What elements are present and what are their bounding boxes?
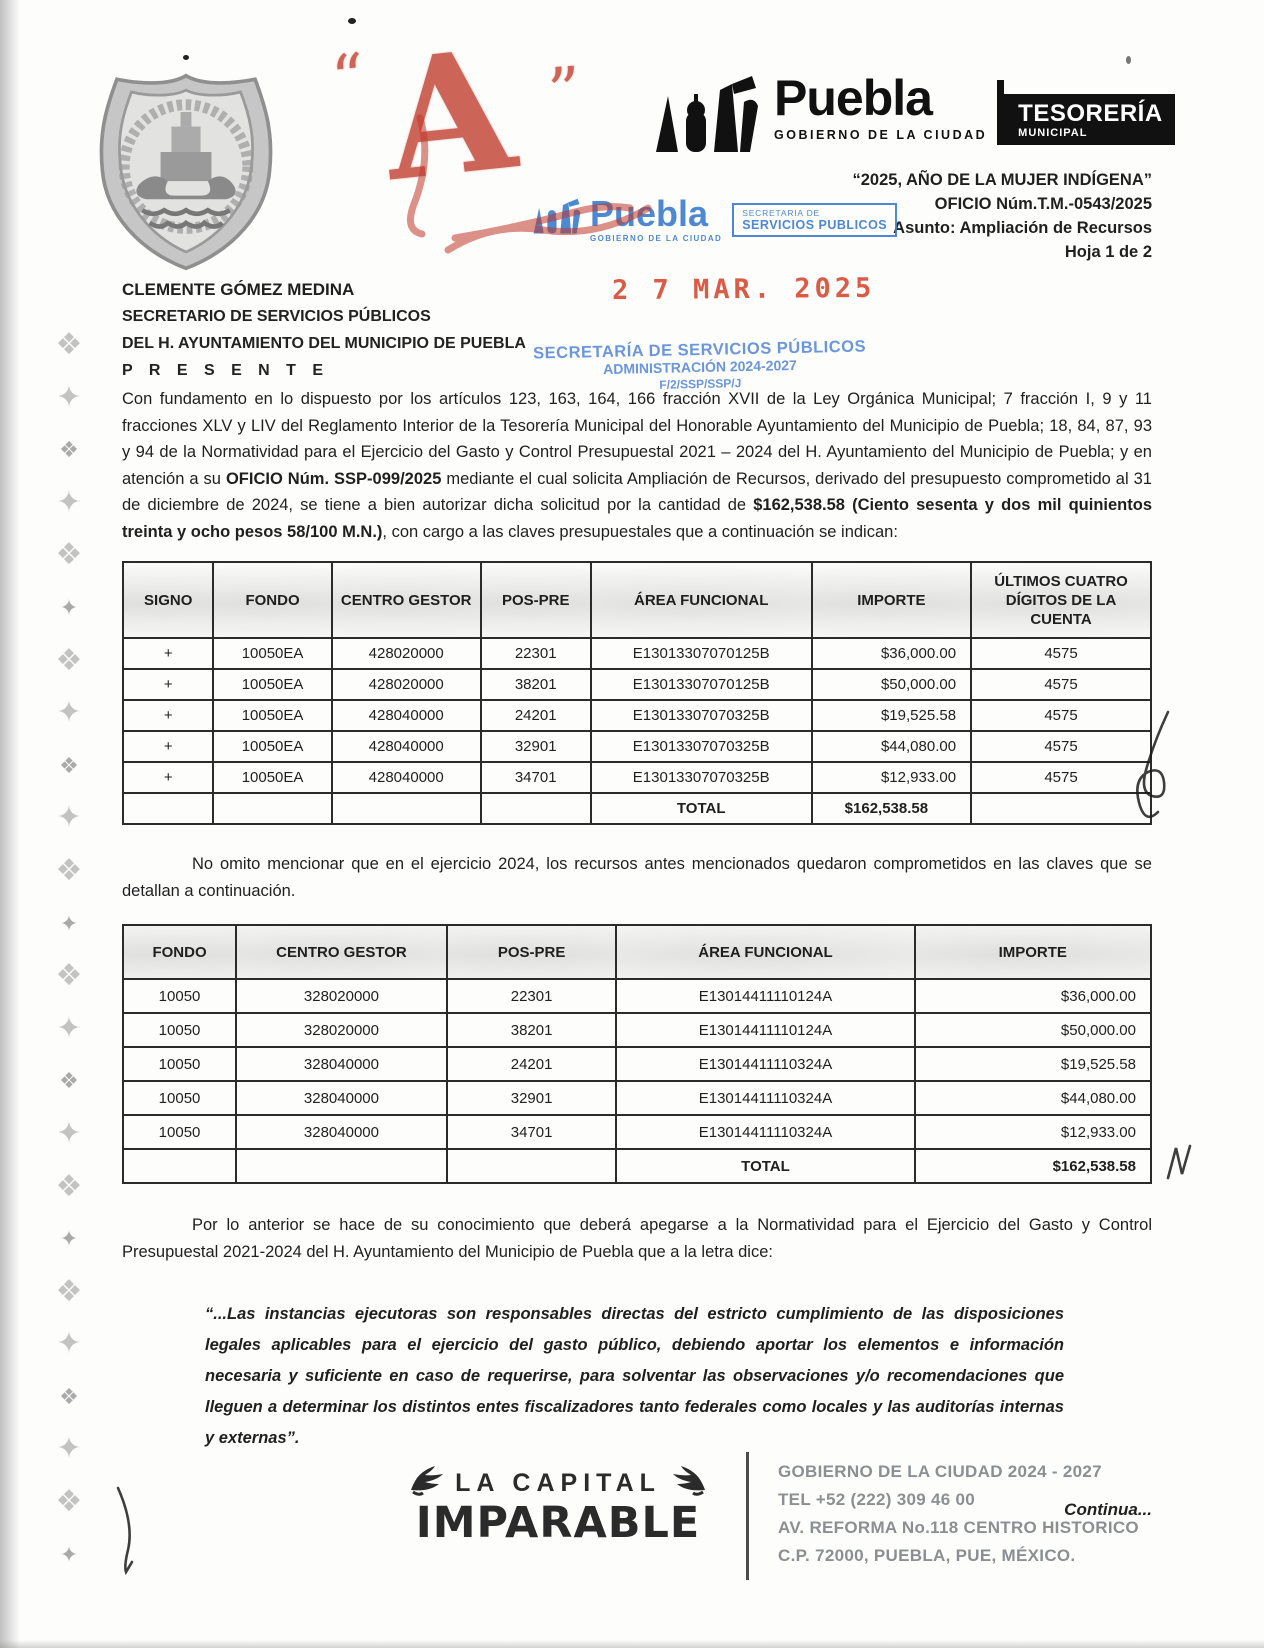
cell: E13014411110124A xyxy=(616,1013,914,1047)
column-header: FONDO xyxy=(123,925,236,979)
table-row xyxy=(123,979,1151,1013)
paragraph-no-omito: No omito mencionar que en el ejercicio 2024, los recursos antes mencionados quedaron comprometidos en las claves que se detallan a continuación. xyxy=(122,855,1152,900)
cell: 10050 xyxy=(123,979,236,1013)
addressee-org: DEL H. AYUNTAMIENTO DEL MUNICIPIO DE PUEBLA xyxy=(122,335,526,352)
scan-speck xyxy=(1126,56,1131,64)
paragraph-por-lo-anterior: Por lo anterior se hace de su conocimiento que deberá apegarse a la Normatividad para el Ejercicio del Gasto y Control Presupuestal 2021-2024 del H. Ayuntamiento del Municipio de Puebla que a la letra dice: xyxy=(122,1216,1152,1261)
cell: 428040000 xyxy=(332,762,481,793)
normativity-quote: “...Las instancias ejecutoras son responsables directas del estricto cumplimiento de las disposiciones legales aplicables para el ejercicio del gasto público, debiendo aportar los elementos e información necesaria y suficiente en caso de requerirse, para solventar las observaciones y/o recomendaciones que lleguen a determinar los distintos entes fiscalizadores tanto federales como locales y las auditorías internas y externas”. xyxy=(205,1305,1064,1447)
cell: 328040000 xyxy=(236,1081,447,1115)
column-header: ÁREA FUNCIONAL xyxy=(616,925,914,979)
empty-cell xyxy=(971,793,1151,824)
table-row xyxy=(123,1081,1151,1115)
brand-wordmark: Puebla xyxy=(774,70,932,126)
footer-government-line: GOBIERNO DE LA CIUDAD 2024 - 2027 xyxy=(778,1462,1102,1481)
cell: 10050EA xyxy=(213,731,331,762)
table-row xyxy=(123,731,1151,762)
cell: + xyxy=(123,762,213,793)
city-skyline-blue-icon xyxy=(530,196,584,243)
table-row xyxy=(123,1013,1151,1047)
cell: 10050EA xyxy=(213,669,331,700)
cell: 328020000 xyxy=(236,979,447,1013)
scan-speck xyxy=(183,55,189,60)
stamp-line-1: SECRETARÍA DE SERVICIOS PÚBLICOS xyxy=(533,337,867,363)
column-header: POS-PRE xyxy=(447,925,617,979)
column-header: ÚLTIMOS CUATRO DÍGITOS DE LA CUENTA xyxy=(971,562,1151,638)
oficio-number: OFICIO Núm.T.M.-0543/2025 xyxy=(934,195,1152,213)
column-header: IMPORTE xyxy=(812,562,971,638)
left-watermark-pattern: ❖ ✦ ❖ ✦ ❖ ✦ ❖ ✦ ❖ ✦ ❖ ✦ ❖ ✦ ❖ ✦ ❖ ✦ ❖ ✦ ❖ ✦ ❖ ✦ xyxy=(55,328,83,1567)
secretaria-servicios-box xyxy=(732,203,897,237)
cell: 4575 xyxy=(971,762,1151,793)
cell: 428040000 xyxy=(332,700,481,731)
column-header: SIGNO xyxy=(123,562,213,638)
cell: + xyxy=(123,638,213,669)
empty-cell xyxy=(123,1149,236,1183)
paragraph-foundation xyxy=(122,386,1152,545)
cell: E13014411110124A xyxy=(616,979,914,1013)
cell: $12,933.00 xyxy=(915,1115,1151,1149)
cell: $19,525.58 xyxy=(915,1047,1151,1081)
empty-cell xyxy=(481,793,591,824)
right-wing-icon xyxy=(667,1466,707,1501)
subject-line: Asunto: Ampliación de Recursos xyxy=(893,219,1152,237)
year-legend: “2025, AÑO DE LA MUJER INDÍGENA” xyxy=(852,171,1152,189)
paragraph-text: , con cargo a las claves presupuestales que a continuación se indican: xyxy=(382,522,898,541)
cell: $12,933.00 xyxy=(812,762,971,793)
la-capital-imparable-logo xyxy=(408,1466,708,1548)
cell: E13013307070125B xyxy=(591,638,812,669)
scan-edge-shadow xyxy=(0,0,20,1648)
imparable-text: IMPARABLE xyxy=(415,1498,701,1548)
cell: 10050 xyxy=(123,1047,236,1081)
budget-keys-table xyxy=(122,561,1152,825)
cell: + xyxy=(123,731,213,762)
servicios-publicos-label: SERVICIOS PUBLICOS xyxy=(742,217,888,232)
cell: 10050 xyxy=(123,1013,236,1047)
total-label: TOTAL xyxy=(591,793,812,824)
table-total-row xyxy=(123,1149,1151,1183)
cell: E13013307070125B xyxy=(591,669,812,700)
cell: 4575 xyxy=(971,669,1151,700)
scan-edge-shadow-bottom xyxy=(0,1640,1264,1648)
cell: $44,080.00 xyxy=(812,731,971,762)
cell: 24201 xyxy=(481,700,591,731)
footer-city: C.P. 72000, PUEBLA, PUE, MÉXICO. xyxy=(778,1546,1076,1565)
column-header: ÁREA FUNCIONAL xyxy=(591,562,812,638)
cell: 22301 xyxy=(481,638,591,669)
cell: 10050EA xyxy=(213,638,331,669)
footer-address: AV. REFORMA No.118 CENTRO HISTORICO xyxy=(778,1518,1139,1537)
cell: 328020000 xyxy=(236,1013,447,1047)
footer-phone: TEL +52 (222) 309 46 00 xyxy=(778,1490,976,1509)
cell: E13013307070325B xyxy=(591,762,812,793)
secondary-brand-tagline: GOBIERNO DE LA CIUDAD xyxy=(590,234,723,243)
paragraph-text: Con fundamento en lo dispuesto por los artículos 123, 163, 164, 166 fracción XVII de la Ley Orgánica Municipal; 7 fracción I, 9 y 11 fracciones XLV y LIV del Reglamento Interior de la Tesorería Municipal del Honorable Ayuntamiento del Municipio de Puebla; 18, 84, 87, 93 y 94 de la Normatividad para el Ejercicio del Gasto y Control Presupuestal 2021 – 2024 del H. Ayuntamiento del Municipio de Puebla; y en atención a su xyxy=(122,390,1152,488)
footer-divider xyxy=(746,1452,749,1580)
addressee-title: SECRETARIO DE SERVICIOS PÚBLICOS xyxy=(122,308,431,325)
table-row xyxy=(123,1047,1151,1081)
municipal-label: MUNICIPAL xyxy=(1018,127,1088,139)
cell: 4575 xyxy=(971,638,1151,669)
table-total-row xyxy=(123,793,1151,824)
servicios-publicos-brand xyxy=(530,193,897,243)
authorized-amount: $162,538.58 (Ciento sesenta y dos mil quinientos treinta y ocho pesos 58/100 M.N.) xyxy=(122,496,1152,541)
stamp-line-3: F/2/SSP/SSP/J xyxy=(659,376,742,392)
cell: $36,000.00 xyxy=(915,979,1151,1013)
cell: $50,000.00 xyxy=(915,1013,1151,1047)
total-value: $162,538.58 xyxy=(812,793,971,824)
stamp-line-2: ADMINISTRACIÓN 2024-2027 xyxy=(602,356,797,378)
table-header-row xyxy=(123,562,1151,638)
empty-cell xyxy=(447,1149,617,1183)
empty-cell xyxy=(332,793,481,824)
brand-tagline: GOBIERNO DE LA CIUDAD xyxy=(774,128,988,142)
left-wing-icon xyxy=(409,1466,449,1501)
column-header: IMPORTE xyxy=(915,925,1151,979)
letter-body xyxy=(122,386,1152,1520)
cell: 328040000 xyxy=(236,1047,447,1081)
cell: 38201 xyxy=(481,669,591,700)
committed-keys-table xyxy=(122,924,1152,1184)
column-header: FONDO xyxy=(213,562,331,638)
city-skyline-icon xyxy=(648,72,766,165)
cell: E13013307070325B xyxy=(591,700,812,731)
date-received-stamp: 2 7 MAR. 2025 xyxy=(611,272,876,307)
table-row xyxy=(123,638,1151,669)
empty-cell xyxy=(123,793,213,824)
oficio-reference: OFICIO Núm. SSP-099/2025 xyxy=(225,469,442,488)
addressee-block xyxy=(122,276,526,384)
cell: 34701 xyxy=(447,1115,617,1149)
total-value: $162,538.58 xyxy=(915,1149,1151,1183)
handwritten-quote-open: “ xyxy=(328,40,369,118)
scan-speck xyxy=(348,18,356,24)
cell: 32901 xyxy=(481,731,591,762)
continua-label: Continua... xyxy=(1064,1500,1152,1519)
cell: 10050 xyxy=(123,1081,236,1115)
letterhead-meta xyxy=(853,168,1153,264)
cell: 22301 xyxy=(447,979,617,1013)
cell: 10050EA xyxy=(213,700,331,731)
table-header-row xyxy=(123,925,1151,979)
cell: 10050 xyxy=(123,1115,236,1149)
cell: 428040000 xyxy=(332,731,481,762)
cell: + xyxy=(123,700,213,731)
puebla-coat-of-arms-icon xyxy=(95,72,277,277)
paragraph-text: mediante el cual solicita Ampliación de Recursos, derivado del presupuesto comprometido al 31 de diciembre de 2024, se tiene a bien autorizar dicha solicitud por la cantidad de xyxy=(122,469,1152,514)
cell: 10050EA xyxy=(213,762,331,793)
column-header: CENTRO GESTOR xyxy=(236,925,447,979)
tesoreria-label: TESORERÍA xyxy=(1018,100,1163,127)
cell: 38201 xyxy=(447,1013,617,1047)
secondary-brand-wordmark: Puebla xyxy=(590,193,709,234)
empty-cell xyxy=(236,1149,447,1183)
cell: 24201 xyxy=(447,1047,617,1081)
addressee-presente: P R E S E N T E xyxy=(122,362,330,379)
cell: 328040000 xyxy=(236,1115,447,1149)
secretaria-de-label: SECRETARIA DE xyxy=(742,207,821,218)
cell: 4575 xyxy=(971,700,1151,731)
cell: 32901 xyxy=(447,1081,617,1115)
handwritten-letter-a: A xyxy=(375,11,523,219)
footer-contact-block xyxy=(778,1458,1139,1570)
table-row xyxy=(123,669,1151,700)
page-number: Hoja 1 de 2 xyxy=(1064,243,1152,261)
handwritten-quote-close: ” xyxy=(545,53,584,131)
cell: $44,080.00 xyxy=(915,1081,1151,1115)
cell: E13014411110324A xyxy=(616,1115,914,1149)
cell: $36,000.00 xyxy=(812,638,971,669)
column-header: POS-PRE xyxy=(481,562,591,638)
cell: E13014411110324A xyxy=(616,1081,914,1115)
cell: E13013307070325B xyxy=(591,731,812,762)
column-header: CENTRO GESTOR xyxy=(332,562,481,638)
total-label: TOTAL xyxy=(616,1149,914,1183)
tesoreria-box xyxy=(997,94,1175,145)
la-capital-text: LA CAPITAL xyxy=(455,1469,661,1497)
cell: $19,525.58 xyxy=(812,700,971,731)
cell: $50,000.00 xyxy=(812,669,971,700)
cell: + xyxy=(123,669,213,700)
cell: 428020000 xyxy=(332,638,481,669)
cell: 428020000 xyxy=(332,669,481,700)
table-row xyxy=(123,700,1151,731)
table-row xyxy=(123,762,1151,793)
cell: 34701 xyxy=(481,762,591,793)
puebla-brand-lockup xyxy=(648,72,1175,165)
cell: E13014411110324A xyxy=(616,1047,914,1081)
pen-check-mark xyxy=(1168,1146,1190,1178)
addressee-name: CLEMENTE GÓMEZ MEDINA xyxy=(122,280,355,299)
cell: 4575 xyxy=(971,731,1151,762)
empty-cell xyxy=(213,793,331,824)
table-row xyxy=(123,1115,1151,1149)
